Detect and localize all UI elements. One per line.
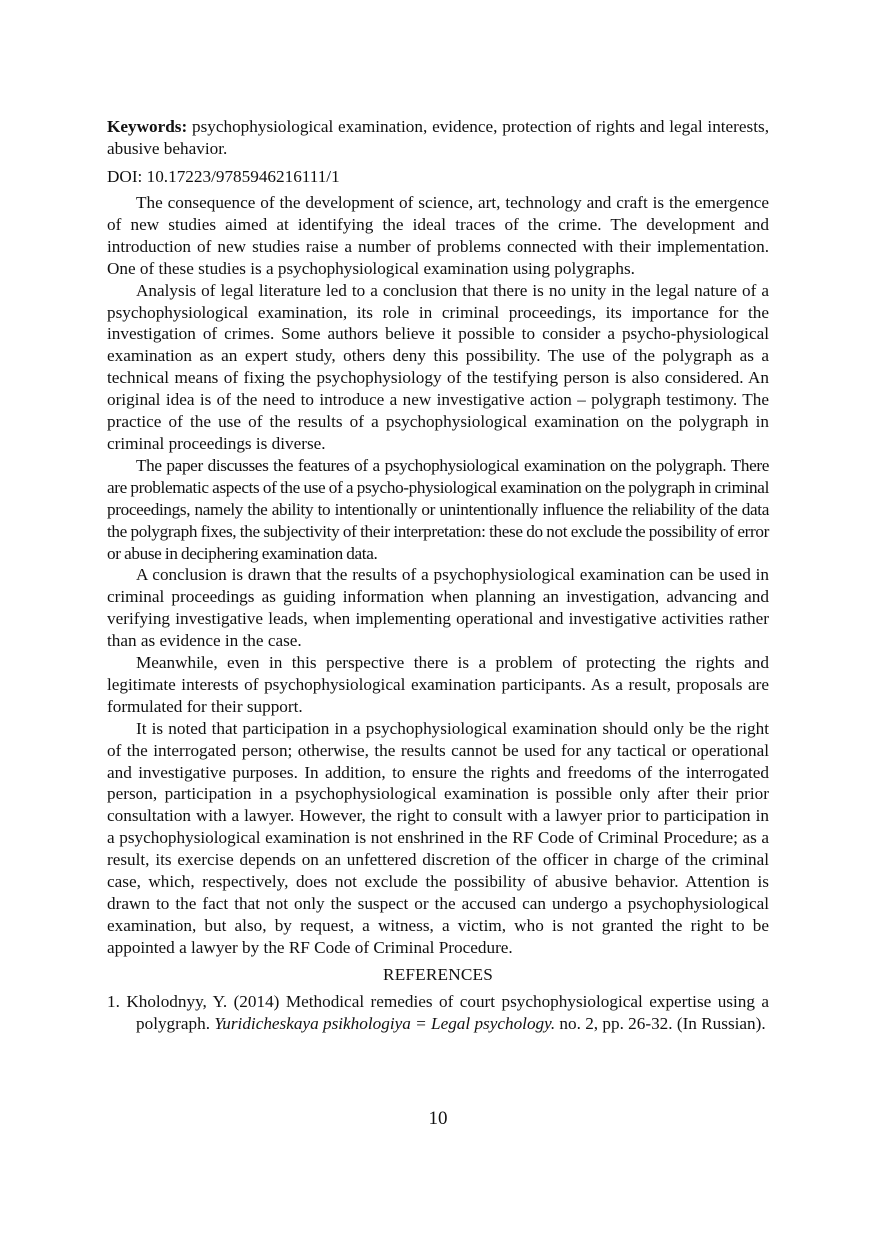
article-page — [107, 116, 769, 1035]
paragraph-6: It is noted that participation in a psychophysiological examination should only be the right of the interrogated person; otherwise, the results cannot be used for any tactical or operational and investigative purposes. In addition, to ensure the rights and freedoms of the interrogated person, participation in a psychophysiological examination is possible only after their prior consultation with a lawyer. However, the right to consult with a lawyer prior to participation in a psychophysiological examination is not enshrined in the RF Code of Criminal Procedure; as a result, its exercise depends on an unfettered discretion of the officer in charge of the criminal case, which, respectively, does not exclude the possibility of abusive behavior. Attention is drawn to the fact that not only the suspect or the accused can undergo a psychophysiological examination, but also, by request, a witness, a victim, who is not granted the right to be appointed a lawyer by the RF Code of Criminal Procedure. — [107, 718, 769, 957]
reference-item — [107, 991, 769, 1035]
paragraph-1: The consequence of the development of science, art, technology and craft is the emergence of new studies aimed at identifying the ideal traces of the crime. The development and introduction of new studies raise a number of problems connected with their implementation. One of these studies is a psychophysiological examination using polygraphs. — [107, 193, 769, 278]
keywords-label: Keywords: — [107, 117, 188, 136]
page-number: 10 — [428, 1108, 448, 1129]
reference-details: no. 2, pp. 26-32. (In Russian). — [555, 1013, 766, 1033]
reference-journal: Yuridicheskaya psikhologiya = Legal psychology. — [214, 1013, 556, 1033]
paragraph-5: Meanwhile, even in this perspective there is a problem of protecting the rights and legitimate interests of psychophysiological examination participants. As a result, proposals are formulated for their support. — [107, 653, 769, 716]
references-heading: REFERENCES — [383, 964, 493, 984]
paragraph-3: The paper discusses the features of a psychophysiological examination on the polygraph. There are problematic aspects of the use of a psycho-physiological examination on the polygraph in criminal proceedings, namely the ability to intentionally or unintentionally influence the reliability of the data the polygraph fixes, the subjectivity of their interpretation: these do not exclude the possibility of error or abuse in deciphering examination data. — [107, 455, 769, 563]
reference-text: 1. Kholodnyy, Y. (2014) Methodical remedies of court psychophysiological expertise using a polygraph. — [107, 991, 769, 1033]
paragraph-4: A conclusion is drawn that the results of a psychophysiological examination can be used in criminal proceedings as guiding information when planning an investigation, advancing and verifying investigative leads, when implementing operational and investigative activities rather than as evidence in the case. — [107, 565, 769, 651]
doi: DOI: 10.17223/9785946216111/1 — [107, 167, 340, 186]
keywords — [107, 116, 769, 160]
paragraph-2: Analysis of legal literature led to a conclusion that there is no unity in the legal nature of a psychophysiological examination, its role in criminal proceedings, its importance for the investigation of crimes. Some authors believe it possible to consider a psycho-physiological examination as an expert study, others deny this possibility. The use of the polygraph as a technical means of fixing the psychophysiology of the testifying person is also considered. An original idea is of the need to introduce a new investigative action – polygraph testimony. The practice of the use of the results of a psychophysiological examination on the polygraph in criminal proceedings is diverse. — [107, 280, 769, 453]
keywords-text: psychophysiological examination, evidence, protection of rights and legal interests, abusive behavior. — [107, 117, 769, 158]
